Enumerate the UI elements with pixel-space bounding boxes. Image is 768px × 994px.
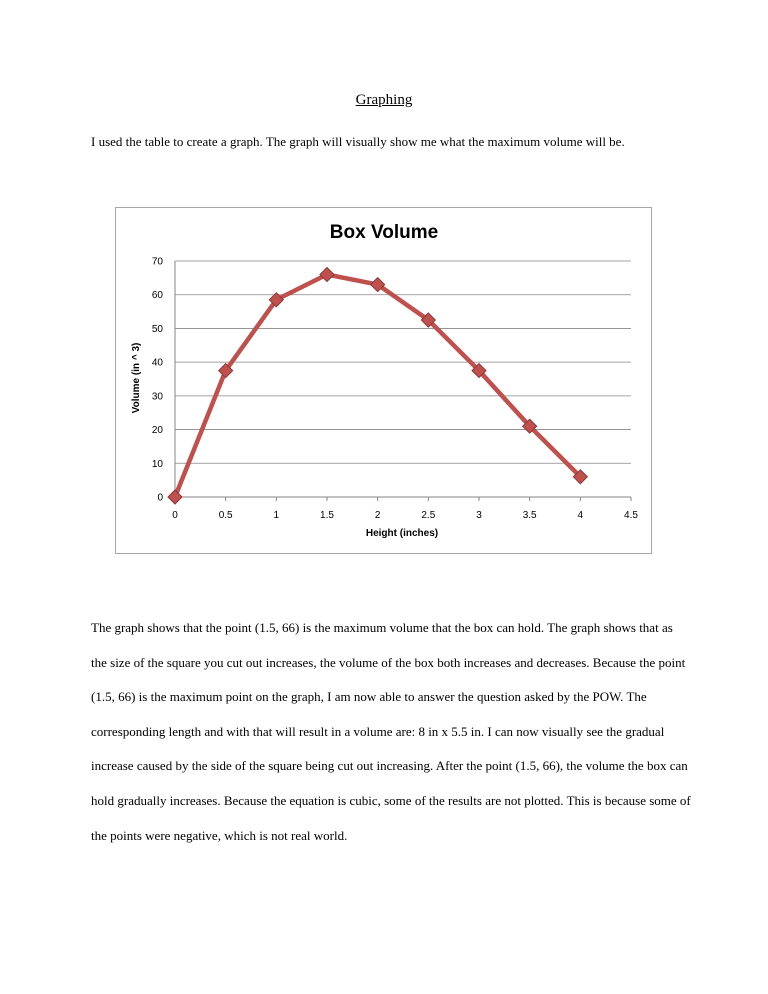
y-axis-label: Volume (in ^ 3) [131,342,142,414]
y-tick-label: 0 [157,492,163,504]
x-axis-label: Height (inches) [365,528,439,539]
x-tick-label: 3.5 [522,510,537,521]
x-tick-label: 4 [577,510,584,521]
volume-series [168,267,587,504]
y-axis-ticks [152,257,164,504]
page-heading: Graphing [355,92,413,108]
body-paragraph: The graph shows that the point (1.5, 66) is the maximum volume that the box can hold. The graph shows that as the size of the square you cut out increases, the volume of the box both increases and decreases. Because the point (1.5, 66) is the maximum point on the graph, I am now able to answer the question asked by the POW. The corresponding length and with that will result in a volume are: 8 in x 5.5 in. I can now visually see the gradual increase caused by the side of the square being cut out increasing. After the point (1.5, 66), the volume the box can hold gradually increases. Because the equation is cubic, some of the results are not plotted. This is because some of the points were negative, which is not real world. [91,620,691,843]
grid-lines [175,261,631,463]
y-tick-label: 40 [151,357,163,369]
x-tick-label: 0 [172,510,178,521]
x-axis-ticks [172,497,638,521]
x-tick-label: 2 [374,510,381,521]
y-tick-label: 20 [151,425,163,437]
y-tick-label: 60 [151,290,163,302]
data-point-marker [168,490,182,504]
box-volume-chart [115,207,652,554]
y-tick-label: 70 [151,256,163,268]
x-tick-label: 0.5 [218,510,233,521]
chart-svg [116,208,651,553]
x-tick-label: 3 [476,510,482,521]
x-tick-label: 1 [273,510,280,521]
x-tick-label: 4.5 [624,510,638,521]
y-tick-label: 50 [151,323,163,335]
y-tick-label: 30 [151,391,163,403]
x-tick-label: 2.5 [421,510,436,521]
x-tick-label: 1.5 [320,510,334,521]
chart-title: Box Volume [329,222,439,243]
y-tick-label: 10 [151,458,163,470]
intro-paragraph: I used the table to create a graph. The graph will visually show me what the maximum volume will be. [91,134,625,149]
